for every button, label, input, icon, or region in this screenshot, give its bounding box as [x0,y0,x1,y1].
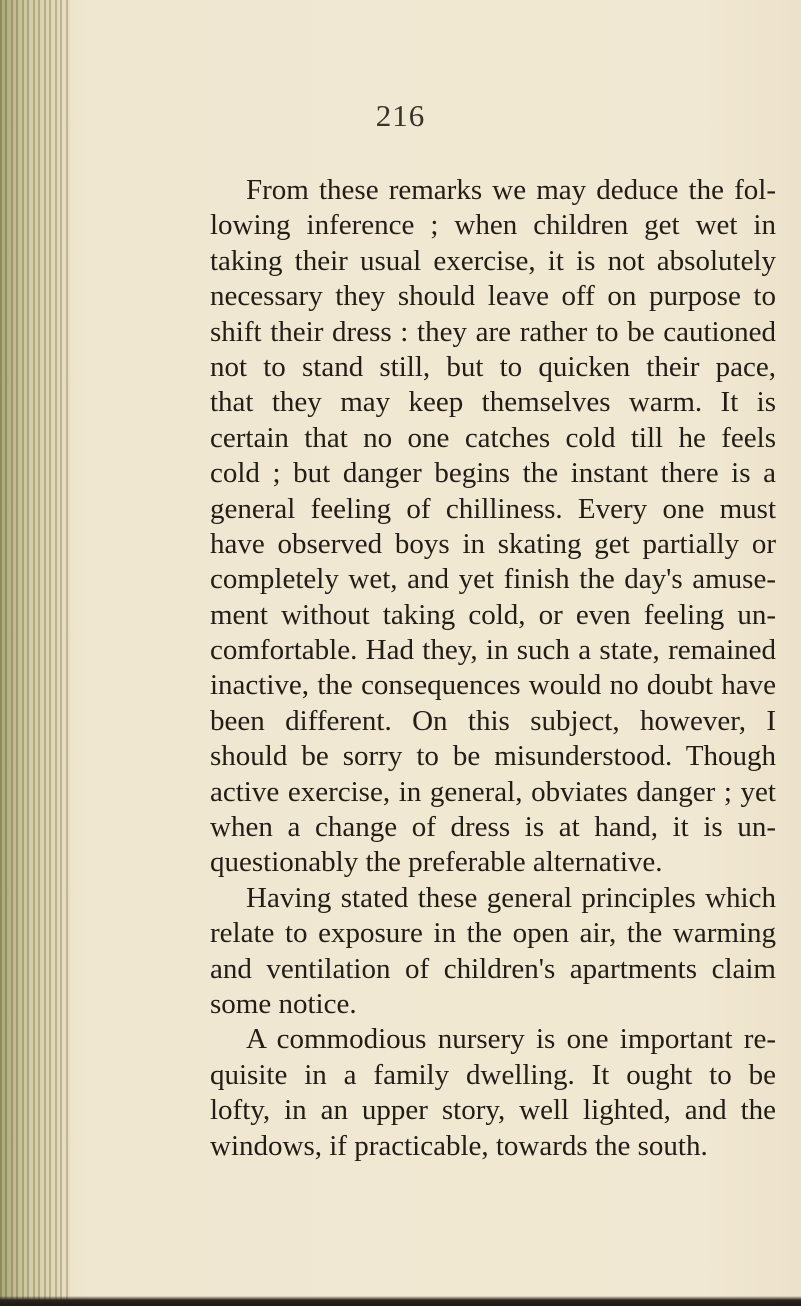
text-line: questionably the preferable alternative. [210,846,663,879]
text-line: some notice. [210,987,357,1020]
text-line: not to stand still, but to quicken their pace, [210,350,776,383]
page-edge-shadow [0,1296,801,1306]
text-line: active exercise, in general, obviates danger ; yet [210,775,776,808]
text-line: comfortable. Had they, in such a state, remained [210,634,776,667]
text-line: certain that no one catches cold till he feels [210,421,776,454]
text-line: completely wet, and yet finish the day's amuse- [210,563,776,596]
body-text [210,173,776,1164]
book-gutter [0,0,70,1306]
text-line: quisite in a family dwelling. It ought to be [210,1058,776,1091]
text-line: have observed boys in skating get partially or [210,527,776,560]
text-line: necessary they should leave off on purpose to [210,280,776,313]
text-line: lofty, in an upper story, well lighted, and the [210,1094,776,1127]
text-line: A commodious nursery is one important re- [246,1023,776,1056]
text-line: inactive, the consequences would no doubt have [210,669,776,702]
text-line: ment without taking cold, or even feeling un- [210,598,776,631]
text-line: Having stated these general principles which [246,881,776,914]
text-line: shift their dress : they are rather to be cautioned [210,315,776,348]
text-line: when a change of dress is at hand, it is un- [210,811,776,844]
text-line: windows, if practicable, towards the south. [210,1129,708,1162]
text-line: general feeling of chilliness. Every one must [210,492,776,525]
text-line: relate to exposure in the open air, the warming [210,917,776,950]
text-line: that they may keep themselves warm. It is [210,386,776,419]
text-line: cold ; but danger begins the instant there is a [210,457,776,490]
page-number: 216 [375,98,426,133]
text-line: should be sorry to be misunderstood. Though [210,740,776,773]
text-line: been different. On this subject, however, I [210,704,776,737]
text-line: From these remarks we may deduce the fol- [246,174,776,206]
text-line: taking their usual exercise, it is not absolutely [210,244,776,277]
text-line: lowing inference ; when children get wet in [210,209,776,242]
text-line: and ventilation of children's apartments claim [210,952,776,985]
